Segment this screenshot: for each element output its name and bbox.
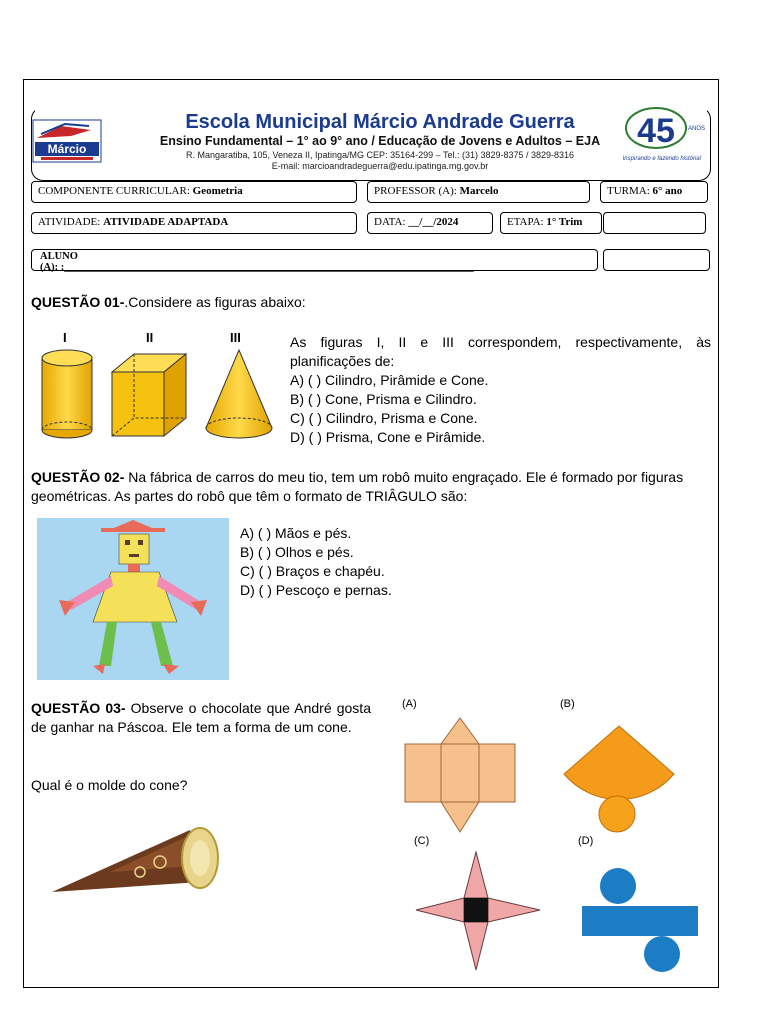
q1-title: QUESTÃO 01- [31,294,125,310]
q1-label-1: I [63,330,67,345]
net-option-c[interactable] [414,850,542,972]
aluno-field [31,249,598,271]
q1-option-c[interactable]: C) ( ) Cilindro, Prisma e Cone. [290,410,478,426]
school-subtitle: Ensino Fundamental – 1° ao 9° ano / Educação de Jovens e Adultos – EJA [159,134,601,148]
logo-right-anos: ANOS [688,126,706,132]
q1-heading [31,293,711,312]
q1-label-2: II [146,330,154,345]
school-address: R. Mangaratiba, 105, Veneza II, Ipatinga/MG CEP: 35164-299 – Tel.: (31) 3829-8375 / 3829-8316 [185,150,575,160]
q3-text: Observe o chocolate que André gosta de ganhar na Páscoa. Ele tem a forma de um cone. [31,700,371,735]
q3-question: Qual é o molde do cone? [31,777,188,793]
professor-field [367,181,590,203]
aluno-line: (A): :______________________________________________________________________________ [40,262,474,273]
q2-text: Na fábrica de carros do meu tio, tem um robô muito engraçado. Ele é formado por figuras geométricas. As partes do robô que têm o formato de TRIÂGULO são: [31,469,684,504]
etapa-field [500,212,602,234]
net-option-d[interactable] [580,866,700,974]
robot-neck [128,564,140,572]
net-option-a[interactable] [403,716,518,834]
q1-option-d[interactable]: D) ( ) Prisma, Cone e Pirâmide. [290,429,486,445]
turma-field [600,181,708,203]
q3-heading [31,699,371,737]
cube-shape [112,354,186,436]
atividade-field [31,212,357,234]
school-name: Escola Municipal Márcio Andrade Guerra [185,111,575,133]
atividade-value: ATIVIDADE ADAPTADA [103,216,229,228]
q2-options [240,524,540,600]
turma-label: TURMA: [607,185,650,197]
q1-text: .Considere as figuras abaixo: [124,294,306,310]
componente-value: Geometria [192,185,243,197]
blank-field-1 [603,212,706,234]
anniversary-logo [616,104,708,166]
aluno-label: ALUNO [40,251,78,262]
data-value: __/__/2024 [408,216,459,228]
q2-option-a[interactable]: A) ( ) Mãos e pés. [240,525,352,541]
data-field [367,212,493,234]
q1-option-b[interactable]: B) ( ) Cone, Prisma e Cilindro. [290,391,477,407]
q3-label-d: (D) [578,835,594,847]
logo-left-text: Márcio [47,142,87,156]
robot-hat-brim [101,528,165,532]
robot-head [119,534,149,564]
data-label: DATA: [374,216,406,228]
school-logo-left [31,118,103,164]
blank-field-2 [603,249,710,271]
q1-label-3: III [230,330,241,345]
q3-label-b: (B) [560,698,575,710]
q1-solids-figure [36,348,281,444]
turma-value: 6° ano [652,185,683,197]
componente-label: COMPONENTE CURRICULAR: [38,185,190,197]
q3-label-a: (A) [402,698,417,710]
q2-option-c[interactable]: C) ( ) Braços e chapéu. [240,563,385,579]
chocolate-cone-figure [50,822,222,896]
q3-label-c: (C) [414,835,430,847]
q2-heading [31,468,712,506]
q3-title: QUESTÃO 03- [31,700,126,716]
net-option-b[interactable] [562,724,677,834]
q2-option-b[interactable]: B) ( ) Olhos e pés. [240,544,354,560]
school-email: E-mail: marcioandradeguerra@edu.ipatinga.mg.gov.br [271,161,489,171]
logo-right-number: 45 [637,112,675,150]
professor-value: Marcelo [459,185,499,197]
robot-mouth [129,554,139,557]
q2-option-d[interactable]: D) ( ) Pescoço e pernas. [240,582,392,598]
logo-right-tagline: Inspirando e fazendo história! [622,156,702,162]
atividade-label: ATIVIDADE: [38,216,101,228]
professor-label: PROFESSOR (A): [374,185,457,197]
etapa-value: 1° Trim [546,216,583,228]
robot-eye-right [138,540,143,545]
componente-field [31,181,357,203]
etapa-label: ETAPA: [507,216,544,228]
q1-option-a[interactable]: A) ( ) Cilindro, Pirâmide e Cone. [290,372,489,388]
q1-statement-block [290,333,711,447]
q1-statement: As figuras I, II e III correspondem, respectivamente, às planificações de: [290,334,711,369]
q2-title: QUESTÃO 02- [31,469,125,485]
robot-figure [37,518,229,680]
cone-shape [206,350,272,438]
robot-eye-left [125,540,130,545]
cylinder-shape [42,350,92,438]
